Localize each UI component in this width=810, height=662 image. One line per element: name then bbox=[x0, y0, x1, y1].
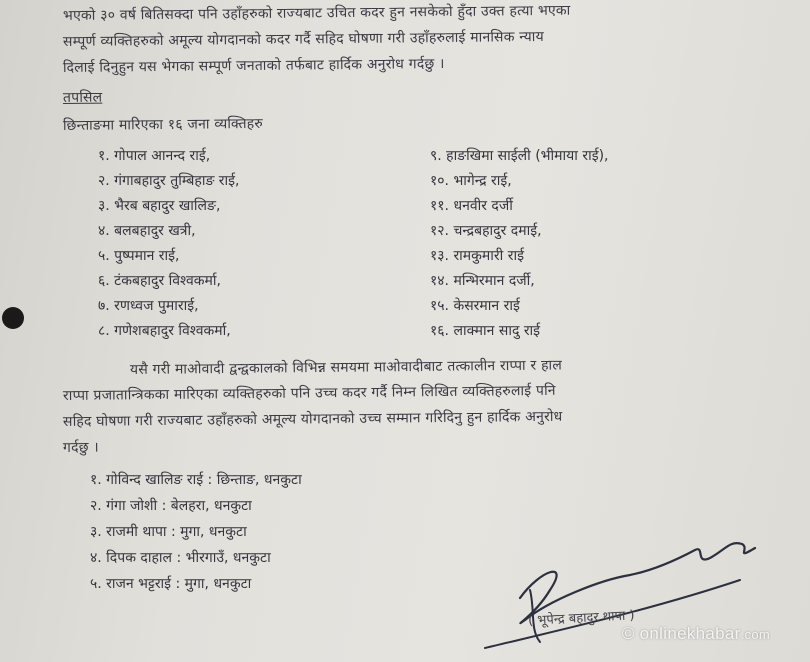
watermark-text: © onlinekhabar bbox=[621, 624, 741, 643]
victim-item: ११. धनवीर दर्जी bbox=[430, 198, 513, 214]
list2-item: ५. राजन भट्टराई : मुगा, धनकुटा bbox=[90, 576, 252, 592]
victim-item: ७. रणध्वज पुमाराई, bbox=[98, 298, 199, 314]
victim-item: ९. हाङखिमा साईली (भीमाया राई), bbox=[430, 148, 609, 164]
paragraph1-line-3: दिलाई दिनुहुन यस भेगका सम्पूर्ण जनताको तर्फबाट हार्दिक अनुरोध गर्दछु । bbox=[62, 56, 445, 76]
victim-item: ५. पुष्पमान राई, bbox=[98, 248, 180, 264]
victim-item: १. गोपाल आनन्द राई, bbox=[98, 148, 211, 164]
list-title: छिन्ताङमा मारिएका १६ जना व्यक्तिहरु bbox=[62, 115, 263, 134]
list2-item: ३. राजमी थापा : मुगा, धनकुटा bbox=[90, 524, 247, 540]
victim-item: ८. गणेशबहादुर विश्वकर्मा, bbox=[98, 323, 231, 339]
victim-item: १६. लाक्मान सादु राई bbox=[430, 323, 541, 339]
list2-item: २. गंगा जोशी : बेलहरा, धनकुटा bbox=[90, 498, 252, 514]
paragraph2-line-4: गर्दछु । bbox=[62, 439, 99, 456]
list2-item: १. गोविन्द खालिङ राई : छिन्ताङ, धनकुटा bbox=[90, 472, 302, 488]
watermark-suffix: .com bbox=[740, 627, 770, 642]
paragraph1-line-1: भएको ३० वर्ष बितिसक्दा पनि उहाँहरुको राज्यबाट उचित कदर हुन नसकेको हुँदा उक्त हत्या भएका bbox=[62, 2, 571, 24]
victim-item: १३. रामकुमारी राई bbox=[430, 248, 524, 264]
list2-item: ४. दिपक दाहाल : भीरगाउँ, धनकुटा bbox=[90, 550, 271, 566]
paragraph1-line-2: सम्पूर्ण व्यक्तिहरुको अमूल्य योगदानको कदर गर्दै सहिद घोषणा गरी उहाँहरुलाई मानसिक न्याय bbox=[62, 28, 544, 50]
watermark bbox=[622, 624, 770, 644]
victim-item: ४. बलबहादुर खत्री, bbox=[98, 223, 196, 239]
victim-item: १२. चन्द्रबहादुर दमाई, bbox=[430, 223, 542, 239]
victim-item: २. गंगाबहादुर तुम्बिहाङ राई, bbox=[98, 173, 240, 189]
victim-item: १४. मन्भिरमान दर्जी, bbox=[430, 273, 535, 289]
signer-name: ( भूपेन्द्र बहादुर थापा ) bbox=[527, 608, 635, 629]
victim-item: ६. टंकबहादुर विश्वकर्मा, bbox=[98, 273, 221, 289]
victim-item: १५. केसरमान राई bbox=[430, 298, 520, 314]
victim-item: १०. भागेन्द्र राई, bbox=[430, 173, 512, 189]
paragraph2-line-3: सहिद घोषणा गरी राज्यबाट उहाँहरुको अमूल्य योगदानको उच्च सम्मान गरिदिनु हुन हार्दिक अनुरोध bbox=[62, 408, 563, 430]
punch-hole bbox=[2, 307, 24, 329]
paragraph2-line-1: यसै गरी माओवादी द्वन्द्वकालको विभिन्न समयमा माओवादीबाट तत्कालीन राप्पा र हाल bbox=[129, 357, 563, 378]
victim-item: ३. भैरब बहादुर खालिङ, bbox=[98, 198, 221, 214]
paragraph2-line-2: राप्पा प्रजातान्त्रिकका मारिएका व्यक्तिहरुको पनि उच्च कदर गर्दै निम्न लिखित व्यक्तिहरुलाई पनि bbox=[62, 382, 556, 404]
heading-tapsil: तपसिल bbox=[62, 89, 103, 106]
